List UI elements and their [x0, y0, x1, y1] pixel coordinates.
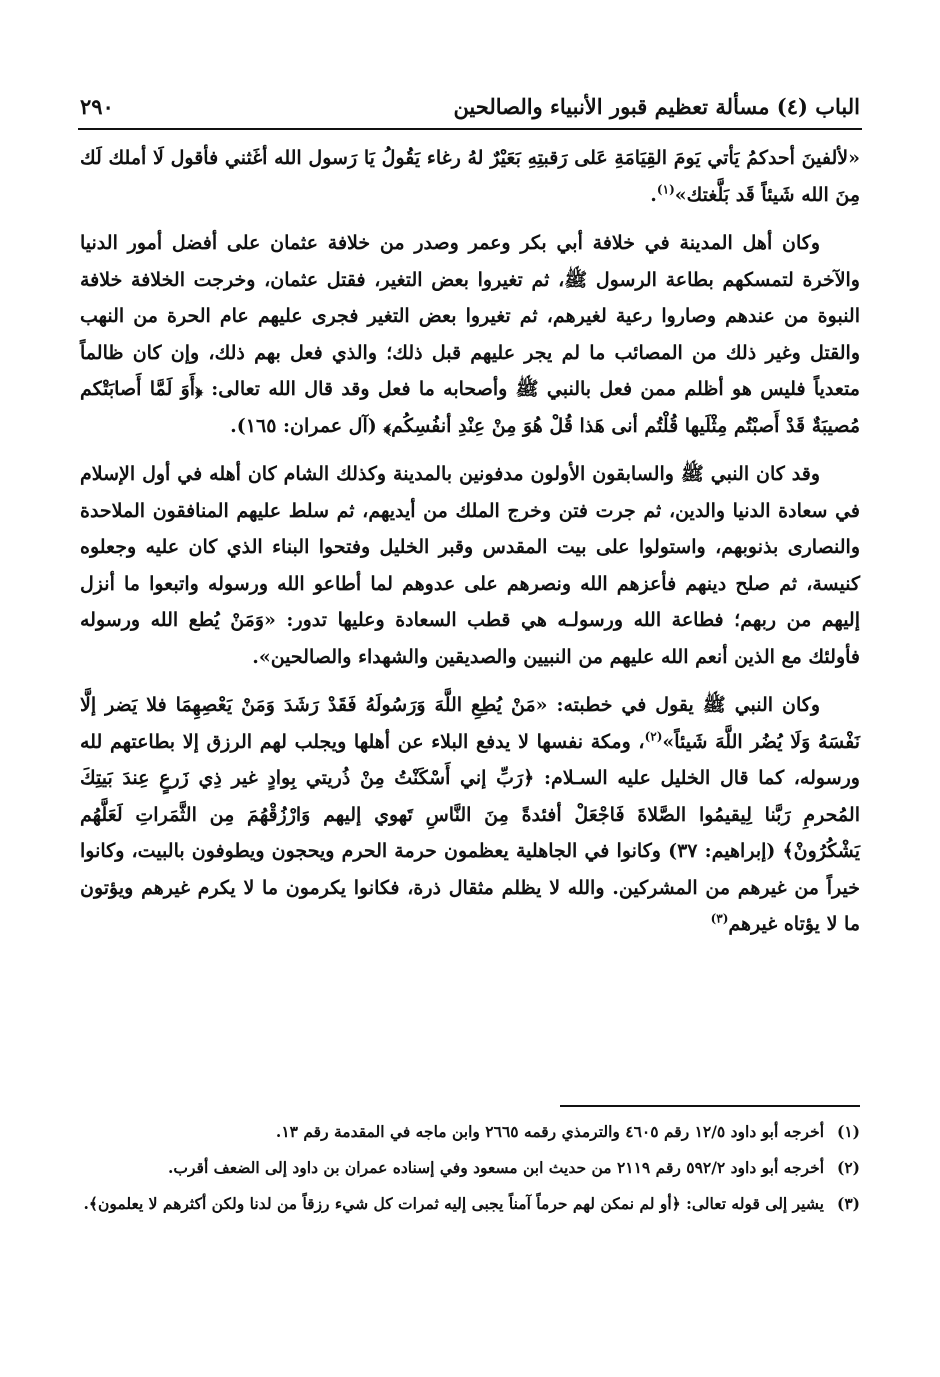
footnote-text: أخرجه أبو داود ١٢/٥ رقم ٤٦٠٥ والترمذي رقمه ٢٦٦٥ وابن ماجه في المقدمة رقم ١٣. — [275, 1122, 824, 1141]
footnote-number: (١) — [836, 1122, 860, 1141]
footnote-3 — [80, 1190, 860, 1218]
footnote-2 — [80, 1154, 860, 1182]
footnote-marker-3: (٣) — [710, 911, 729, 926]
paragraph-1: «لألفينَ أحدكمُ يَأتي يَومَ القِيَامَةِ عَلى رَقبتِهِ بَعَيْرٌ لهُ رغاء يَقُولُ يَا رَسول الله أغَثني فأقول لَا أملك لَك مِنَ الله شَيئاً قَد بَلَّغتك»$^{(١)}$. — [80, 147, 860, 206]
footnote-text: يشير إلى قوله تعالى: ﴿أو لم نمكن لهم حرماً آمناً يجبى إليه ثمرات كل شيء رزقاً من لدنا ولكن أكثرهم لا يعلمون﴾. — [83, 1194, 824, 1213]
footnote-text: أخرجه أبو داود ٥٩٢/٢ رقم ٢١١٩ من حديث ابن مسعود وفي إسناده عمران بن داود إلى الضعف أقرب. — [168, 1158, 824, 1177]
footnote-marker-1: (١) — [656, 182, 675, 197]
paragraph-4: وكان النبي ﷺ يقول في خطبته: «مَنْ يُطِعِ اللَّهَ وَرَسُولَهُ فَقَدْ رَشَدَ وَمَنْ يَعْصِهِمَا فلا يَضر إلَّا نَفْسَهُ وَلَا يُضُر اللَّهَ شَيئاً»$^{(٢)}$، ومكة نفسها لا يدفع البلاء عن أهلها ويجلب لهم الرزق إلا بطاعتهم لله ورسوله، كما قال الخليل عليه السـلام: ﴿رَبِّ إني أَسْكَنْتُ مِنْ ذُريتي بِوادٍ غير ذِي زَرعٍ عِندَ بَيتِكَ المُحرمِ رَبَّنا لِيقيمُوا الصَّلاةَ فَاجْعَلْ أفئدةً مِنَ النَّاسِ تَهوي إليهم وَارْزُقْهُمَ مِن الثَّمَراتِ لَعَلَّهُم يَشْكُرُونْ﴾ (إبراهيم: ٣٧) وكانوا في الجاهلية يعظمون حرمة الحرم ويحجون ويطوفون بالبيت، وكانوا خيراً من غيرهم من المشركين. والله لا يظلم مثقال ذرة، فكانوا يكرمون ما لا يكرم غيرهم ويؤتون ما لا يؤتاه غيرهم$^{(٣)}$ — [80, 694, 861, 935]
chapter-title: الباب (٤) مسألة تعظيم قبور الأنبياء والصالحين — [453, 93, 860, 119]
footnote-1 — [80, 1118, 860, 1146]
paragraph-3: وقد كان النبي ﷺ والسابقون الأولون مدفونين بالمدينة وكذلك الشام كان أهله في أول الإسلام في سعادة الدنيا والدين، ثم جرت فتن وخرج الملك من أيديهم، ثم سلط عليهم المنافقون الملاحدة والنصارى بذنوبهم، واستولوا على بيت المقدس وقبر الخليل وفتحوا البناء الذي كان عليه وجعلوه كنيسة، ثم صلح دينهم فأعزهم الله ونصرهم على عدوهم لما أطاعو الله ورسوله واتبعوا ما أنزل إليهم من ربهم؛ فطاعة الله ورسولـه هي قطب السعادة وعليها تدور: «وَمَنْ يُطع الله ورسوله فأولئك مع الذين أنعم الله عليهم من النبيين والصديقين والشهداء والصالحين». — [80, 463, 860, 668]
paragraph-2: وكان أهل المدينة في خلافة أبي بكر وعمر وصدر من خلافة عثمان على أفضل أمور الدنيا والآخرة لتمسكهم بطاعة الرسول ﷺ، ثم تغيروا بعض التغير، فقتل عثمان، وخرجت الخلافة خلافة النبوة من عندهم وصاروا رعية لغيرهم، ثم تغيروا بعض التغير فجرى عليهم عام الحرة من النهب والقتل وغير ذلك من المصائب ما لم يجر عليهم قبل ذلك؛ والذي فعل بهم ذلك، وإن كان ظالماً متعدياً فليس هو أظلم ممن فعل بالنبي ﷺ وأصحابه ما فعل وقد قال الله تعالى: ﴿أَوَ لَمَّا أَصابَتْكم مُصيبَةٌ قَدْ أَصبْتُم مِثْلَيها قُلْتُم أنى هَذا قُلْ هُوَ مِنْ عِنْدِ أنفُسِكُم﴾ (آل عمران: ١٦٥). — [80, 232, 860, 437]
footnotes — [80, 1118, 860, 1226]
footnote-number: (٣) — [836, 1194, 860, 1213]
main-text — [80, 140, 860, 955]
header-rule — [78, 128, 862, 130]
footnote-marker-2: (٢) — [644, 729, 663, 744]
footnote-number: (٢) — [836, 1158, 860, 1177]
page-header — [80, 86, 860, 126]
footnote-separator — [560, 1105, 860, 1107]
page-number: ٢٩٠ — [80, 93, 114, 119]
